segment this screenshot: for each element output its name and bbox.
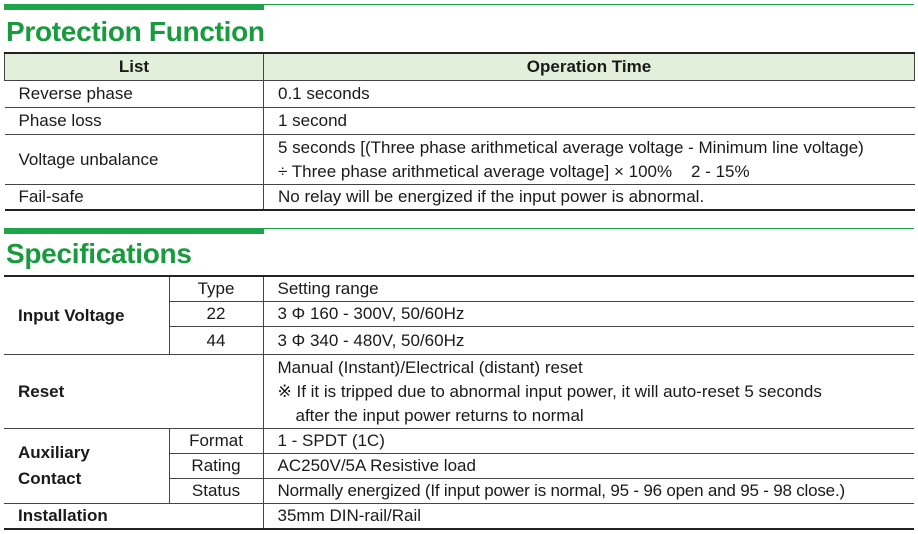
row-list-cell: Phase loss [5, 108, 264, 135]
spec-key-cell: 44 [169, 327, 263, 355]
time-line: 5 seconds [(Three phase arithmetical average voltage - Minimum line voltage) [278, 137, 864, 157]
section-accent-bar [4, 4, 264, 10]
row-time-cell [264, 135, 915, 185]
table-row [5, 108, 915, 135]
time-line: ÷ Three phase arithmetical average voltage] × 100% 2 - 15% [278, 161, 750, 181]
reset-value-cell [263, 355, 914, 429]
header-operation-time: Operation Time [264, 53, 915, 81]
row-time-cell: 0.1 seconds [264, 81, 915, 108]
specifications-title: Specifications [6, 238, 192, 269]
table-row [5, 185, 915, 211]
spec-key-cell: Status [169, 479, 263, 504]
spec-key-cell: 22 [169, 302, 263, 327]
table-row [4, 429, 914, 454]
table-row [4, 355, 914, 429]
installation-value-cell: 35mm DIN-rail/Rail [263, 504, 914, 530]
spec-key-cell: Format [169, 429, 263, 454]
row-list-cell: Reverse phase [5, 81, 264, 108]
spec-value-cell: 3 Φ 160 - 300V, 50/60Hz [263, 302, 914, 327]
section-accent-line [264, 228, 914, 229]
installation-label: Installation [4, 504, 263, 530]
row-list-cell: Voltage unbalance [5, 135, 264, 185]
spec-value-cell: Normally energized (If input power is normal, 95 - 96 open and 95 - 98 close.) [263, 479, 914, 504]
protection-function-table [4, 52, 915, 211]
specifications-section [4, 228, 914, 532]
table-row [4, 276, 914, 302]
section-accent-bar [4, 228, 264, 234]
spec-key-cell: Rating [169, 454, 263, 479]
table-row [4, 504, 914, 530]
reset-label: Reset [4, 355, 263, 429]
section-accent-line [264, 4, 914, 5]
row-time-cell: 1 second [264, 108, 915, 135]
row-list-cell: Fail-safe [5, 185, 264, 211]
table-row [5, 81, 915, 108]
header-list: List [5, 53, 264, 81]
reset-note: ※ If it is tripped due to abnormal input power, it will auto-reset 5 seconds [277, 381, 822, 401]
reset-line: Manual (Instant)/Electrical (distant) reset [277, 357, 583, 377]
contact-label-line: Contact [18, 469, 82, 488]
reset-note-continued: after the input power returns to normal [295, 405, 584, 425]
spec-value-cell: 1 - SPDT (1C) [263, 429, 914, 454]
spec-value-cell: AC250V/5A Resistive load [263, 454, 914, 479]
protection-function-section [4, 4, 914, 214]
table-row [5, 135, 915, 185]
spec-value-cell: Setting range [263, 276, 914, 302]
specifications-table [4, 275, 914, 530]
spec-key-cell: Type [169, 276, 263, 302]
spec-value-cell: 3 Φ 340 - 480V, 50/60Hz [263, 327, 914, 355]
auxiliary-label-line: Auxiliary [18, 443, 90, 462]
row-time-cell: No relay will be energized if the input power is abnormal. [264, 185, 915, 211]
protection-function-title: Protection Function [6, 16, 265, 47]
auxiliary-contact-label [4, 429, 169, 504]
input-voltage-label: Input Voltage [4, 276, 169, 355]
